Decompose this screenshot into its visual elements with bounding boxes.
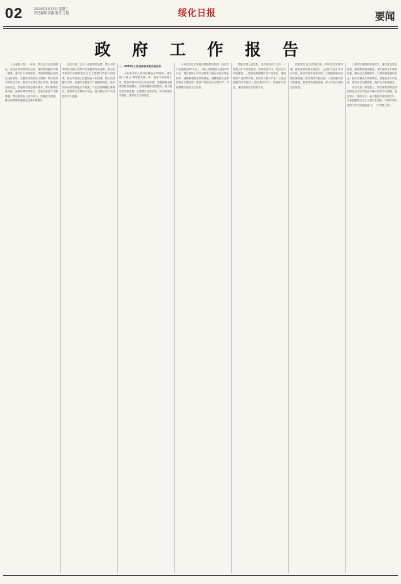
date-line: 2024年3月13日 星期三 xyxy=(34,7,69,11)
article-title: 政 府 工 作 报 告 xyxy=(94,40,307,59)
column-divider xyxy=(174,63,175,573)
header-rule-thin xyxy=(3,28,398,29)
column-text: 今年是中华人民共和国成立75周年，是实施“十四五”规划的关键一年。做好今年政府工作，要坚持稳中求进工作总基调，完整准确全面贯彻新发展理念，加快构建新发展格局，着力推动高质量发展，全面深化改革开放，切实增进民生福祉，保持社会大局稳定。 xyxy=(119,71,172,97)
article-column-5 xyxy=(233,63,286,573)
column-divider xyxy=(60,63,61,573)
issue-meta xyxy=(34,7,69,16)
column-divider xyxy=(231,63,232,573)
article-column-6 xyxy=(290,63,343,573)
column-divider xyxy=(117,63,118,573)
column-text: 各位代表！新征程上，我们要更加紧密地团结在以习近平同志为核心的党中央周围，坚定信心、真抓实干，奋力推进中国式现代化，为全面建设社会主义现代化国家、实现中华民族伟大复兴而团结奋斗！（下转第三版） xyxy=(347,85,397,107)
column-divider xyxy=(345,63,346,573)
column-text: （上接第一版）一年来，我们全力以赴稳增长，经济运行持续回升向好。坚持把发展作为第一要务，着力扩大有效需求，巩固和增强经济回升向好态势，主要经济指标好于预期。我们坚持实体经济为本，推动产业体系优化升级，新动能加快成长，发展质量效益稳步提升。我们坚持改革开放，营商环境持续优化，经营主体活力不断增强。我们坚持以人民为中心，加强民生保障，群众获得感幸福感安全感不断提升。 xyxy=(5,63,58,102)
column-divider xyxy=(288,63,289,573)
column-text: 围绕实现上述目标，重点抓好以下工作：一是着力扩大有效投资，坚持项目为王，抓好重大项目建设；二是加快构建现代化产业体系，推动传统产业转型升级，培育壮大新兴产业；三是全面推进乡村振兴，稳定粮食生产，发展现代农业，建设宜居宜业和美乡村。 xyxy=(233,63,286,89)
footer-rule xyxy=(3,575,398,576)
column-text: 今年经济社会发展主要预期目标是：地区生产总值增长6%左右；一般公共预算收入增长5%左右；城乡居民人均可支配收入增长与经济增长同步；城镇新增就业持续增加，城镇调查失业率控制在合理区间；粮食产量稳定在合理水平；节能降碳完成省下达任务。 xyxy=(176,63,229,89)
page-number: 02 xyxy=(5,5,23,22)
article-column-2 xyxy=(62,63,115,573)
article-column-1 xyxy=(5,63,58,573)
page-header xyxy=(0,0,401,28)
article-column-3 xyxy=(119,63,172,573)
section-label: 要闻 xyxy=(375,12,395,23)
column-text: 八是切实保障和改善民生，落实就业优先政策，推进教育强市建设，深化医药卫生体制改革，健全社会保障体系；九是统筹发展和安全，防范化解重点领域风险，加强安全生产监管，提升社会治理效能，维护社会和谐稳定。 xyxy=(347,63,397,84)
newspaper-masthead: 绥化日报 xyxy=(178,9,217,19)
article-column-4 xyxy=(176,63,229,573)
header-rule xyxy=(3,26,398,27)
article-column-7 xyxy=(347,63,397,573)
column-text: 四是深化重点领域改革，持续优化营商环境，激发各类经营主体活力；五是扩大高水平对外开放，稳住外贸外资基本盘；六是推动城乡区域协调发展，提升城市功能品质；七是加强生态文明建设，推进绿色低碳发展，深入打好污染防治攻坚战。 xyxy=(290,63,343,89)
section-subheading: 二、2024年工作总体要求和目标任务 xyxy=(119,65,161,68)
info-line: 责任编辑 刘鑫 版式 王磊 xyxy=(34,11,69,16)
column-text: 各位代表！过去一年取得的成绩，是以习近平同志为核心的党中央坚强领导的结果，是习近平新时代中国特色社会主义思想科学指引的结果，是全市各族人民团结奋斗的结果。我们也清醒认识到，发展中还面临不少困难和挑战，经济回升向好的基础还不稳固，产业结构调整任务艰巨，财政收支矛盾较为突出，部分群众生产生活还有不少困难。 xyxy=(62,63,115,98)
